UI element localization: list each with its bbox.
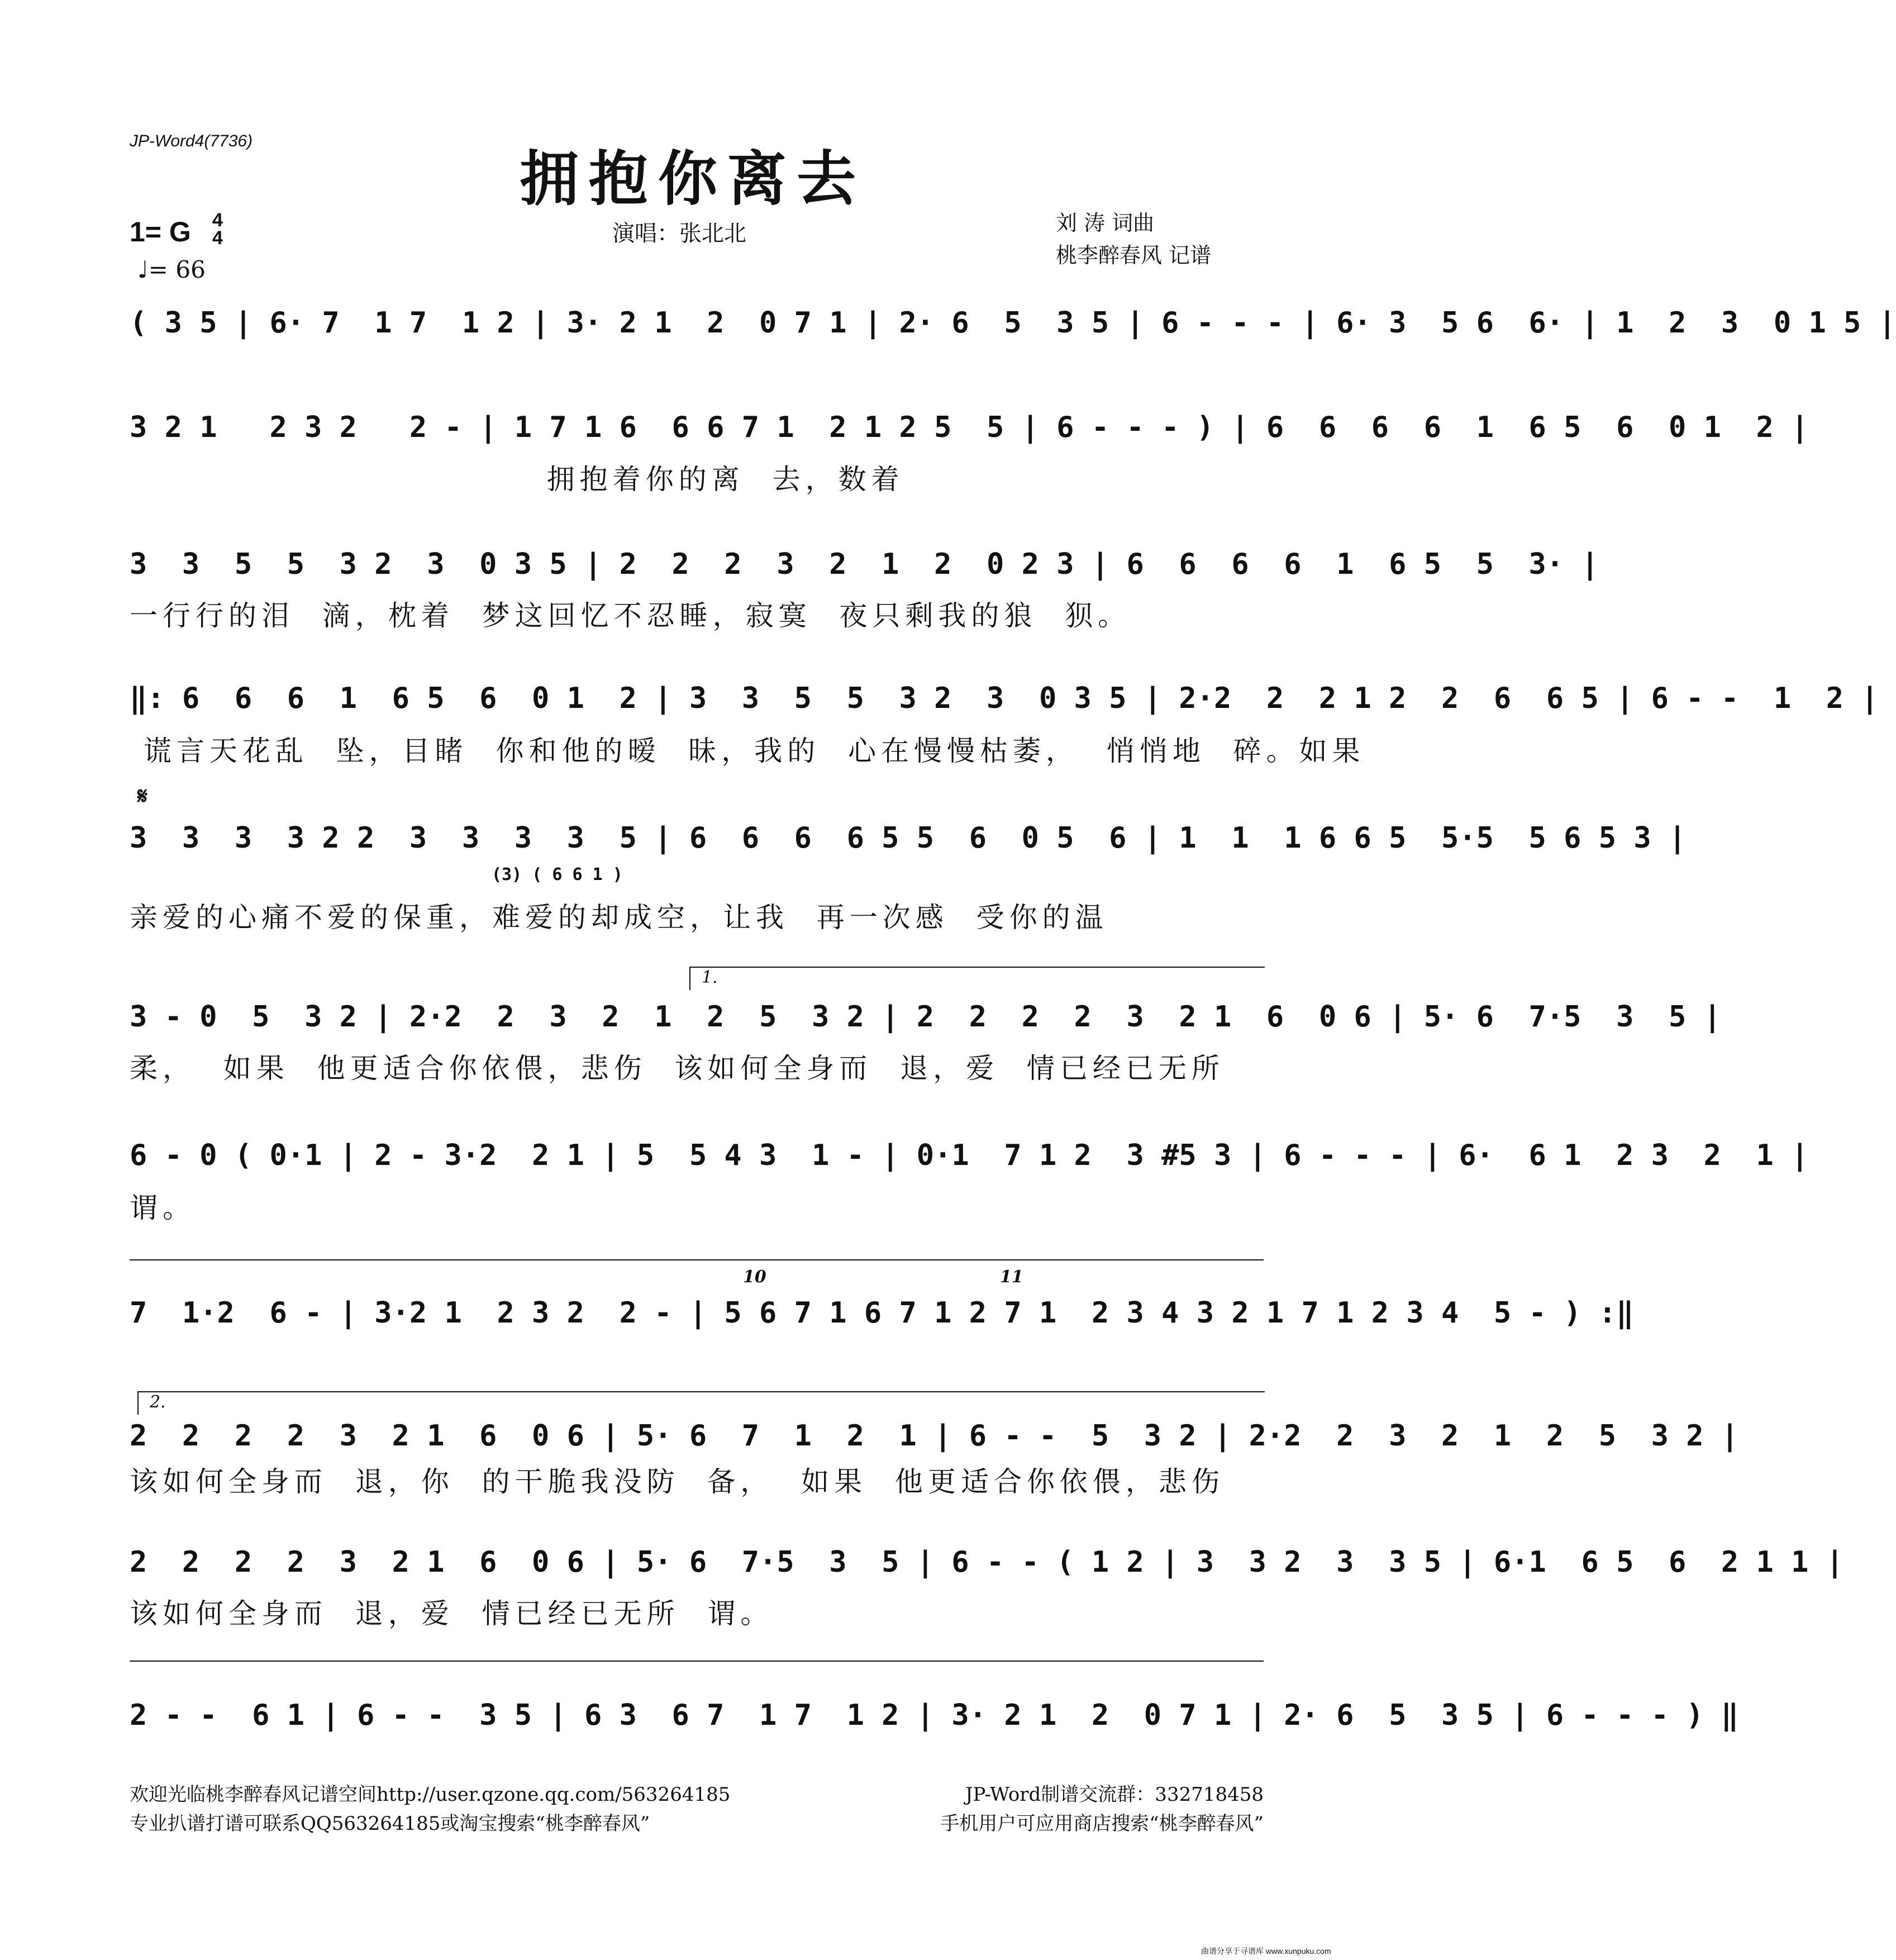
system-10-notes: 2 2 2 2 3 2 1 6 0 6 | 5· 6 7·5 3 5 | 6 - - ( 1 2 | 3 3 2 3 3 5 | 6·1 6 5 6 2 1 1 | [130, 1545, 1844, 1579]
site-watermark: 曲谱分享于寻谱库 www.xunpuku.com [1201, 1947, 1331, 1956]
volta-bracket-1 [689, 967, 1265, 990]
singer-credit: 演唱：张北北 [612, 221, 746, 246]
tempo-marking: ♩= 66 [137, 256, 206, 283]
system-2-notes: 3 2 1 2 3 2 2 - | 1 7 1 6 6 6 7 1 2 1 2 5 5 | 6 - - - ) | 6 6 6 6 1 6 5 6 0 1 2 | [130, 411, 1809, 444]
tuplet-10-label: 10 [743, 1267, 766, 1287]
system-2-lyrics: 拥抱着你的离 去，数着 [130, 463, 904, 496]
tuplet-11-label: 11 [1000, 1267, 1023, 1287]
footer-space-link: 欢迎光临桃李醉春风记谱空间http://user.qzone.qq.com/563264185 [130, 1783, 731, 1806]
time-signature-bottom: 4 [212, 227, 223, 249]
volta-bracket-2 [137, 1391, 1265, 1415]
footer-contact: 专业扒谱打谱可联系QQ563264185或淘宝搜索“桃李醉春风” [130, 1812, 650, 1835]
system-3-notes: 3 3 5 5 3 2 3 0 3 5 | 2 2 2 3 2 1 2 0 2 3 | 6 6 6 6 1 6 5 5 3· | [130, 548, 1599, 581]
system-5-notes: 3 3 3 3 2 2 3 3 3 3 5 | 6 6 6 6 5 5 6 0 5 6 | 1 1 1 6 6 5 5·5 5 6 5 3 | [130, 821, 1687, 855]
system-11-notes: 2 - - 6 1 | 6 - - 3 5 | 6 3 6 7 1 7 1 2 | 3· 2 1 2 0 7 1 | 2· 6 5 3 5 | 6 - - - ) ‖ [130, 1699, 1739, 1732]
segno-sign: 𝄋 [137, 782, 148, 810]
system-9-lyrics: 该如何全身而 退，你 的干脆我没防 备， 如果 他更适合你依偎，悲伤 [130, 1466, 1225, 1498]
software-label: JP-Word4(7736) [130, 132, 253, 150]
system-3-lyrics: 一行行的泪 滴，枕着 梦这回忆不忍睡，寂寞 夜只剩我的狼 狈。 [130, 600, 1131, 632]
song-title: 拥抱你离去 [520, 144, 866, 213]
system-10-lyrics: 该如何全身而 退，爱 情已经已无所 谓。 [130, 1597, 774, 1630]
system-8-notes: 7 1·2 6 - | 3·2 1 2 3 2 2 - | 5 6 7 1 6 7 1 2 7 1 2 3 4 3 2 1 7 1 2 3 4 5 - ) :‖ [130, 1296, 1634, 1330]
system-5-lyrics: 亲爱的心痛不爱的保重，难爱的却成空，让我 再一次感 受你的温 [130, 901, 1108, 934]
credits [1056, 207, 1211, 272]
system-6-notes: 3 - 0 5 3 2 | 2·2 2 3 2 1 2 5 3 2 | 2 2 2 2 3 2 1 6 0 6 | 5· 6 7·5 3 5 | [130, 1000, 1721, 1034]
coda-top-line [130, 1661, 1264, 1662]
volta-continuation-line [130, 1259, 1264, 1260]
footer-app: 手机用户可应用商店搜索“桃李醉春风” [940, 1812, 1264, 1835]
lyricist-composer: 刘 涛 词曲 [1056, 211, 1155, 235]
system-7-notes: 6 - 0 ( 0·1 | 2 - 3·2 2 1 | 5 5 4 3 1 - | 0·1 7 1 2 3 #5 3 | 6 - - - | 6· 6 1 2 3 2 1 | [130, 1139, 1809, 1172]
time-signature-top: 4 [212, 210, 223, 231]
system-7-lyrics: 谓。 [130, 1192, 196, 1224]
footer-group: JP-Word制谱交流群：332718458 [965, 1783, 1264, 1806]
alternate-notes: (3) ( 6 6 1 ) [492, 865, 623, 884]
footer-line-2 [130, 1809, 1264, 1838]
transcriber: 桃李醉春风 记谱 [1056, 243, 1212, 268]
volta-1-label: 1. [702, 968, 718, 987]
key-signature: 1= G [130, 216, 191, 248]
system-1-notes: ( 3 5 | 6· 7 1 7 1 2 | 3· 2 1 2 0 7 1 | 2· 6 5 3 5 | 6 - - - | 6· 3 5 6 6· | 1 2 3 0 1 5 | [130, 306, 1896, 340]
time-signature [212, 211, 223, 247]
volta-2-label: 2. [150, 1392, 166, 1412]
system-4-lyrics: 谎言天花乱 坠，目睹 你和他的暧 昧，我的 心在慢慢枯萎， 悄悄地 碎。如果 [130, 735, 1365, 767]
system-9-notes: 2 2 2 2 3 2 1 6 0 6 | 5· 6 7 1 2 1 | 6 - - 5 3 2 | 2·2 2 3 2 1 2 5 3 2 | [130, 1419, 1739, 1453]
system-4-notes: ‖: 6 6 6 1 6 5 6 0 1 2 | 3 3 5 5 3 2 3 0 3 5 | 2·2 2 2 1 2 2 6 6 5 | 6 - - 1 2 | [130, 682, 1879, 715]
system-6-lyrics: 柔， 如果 他更适合你依偎，悲伤 该如何全身而 退，爱 情已经已无所 [130, 1052, 1225, 1084]
footer [130, 1780, 1264, 1838]
footer-line-1 [130, 1780, 1264, 1809]
